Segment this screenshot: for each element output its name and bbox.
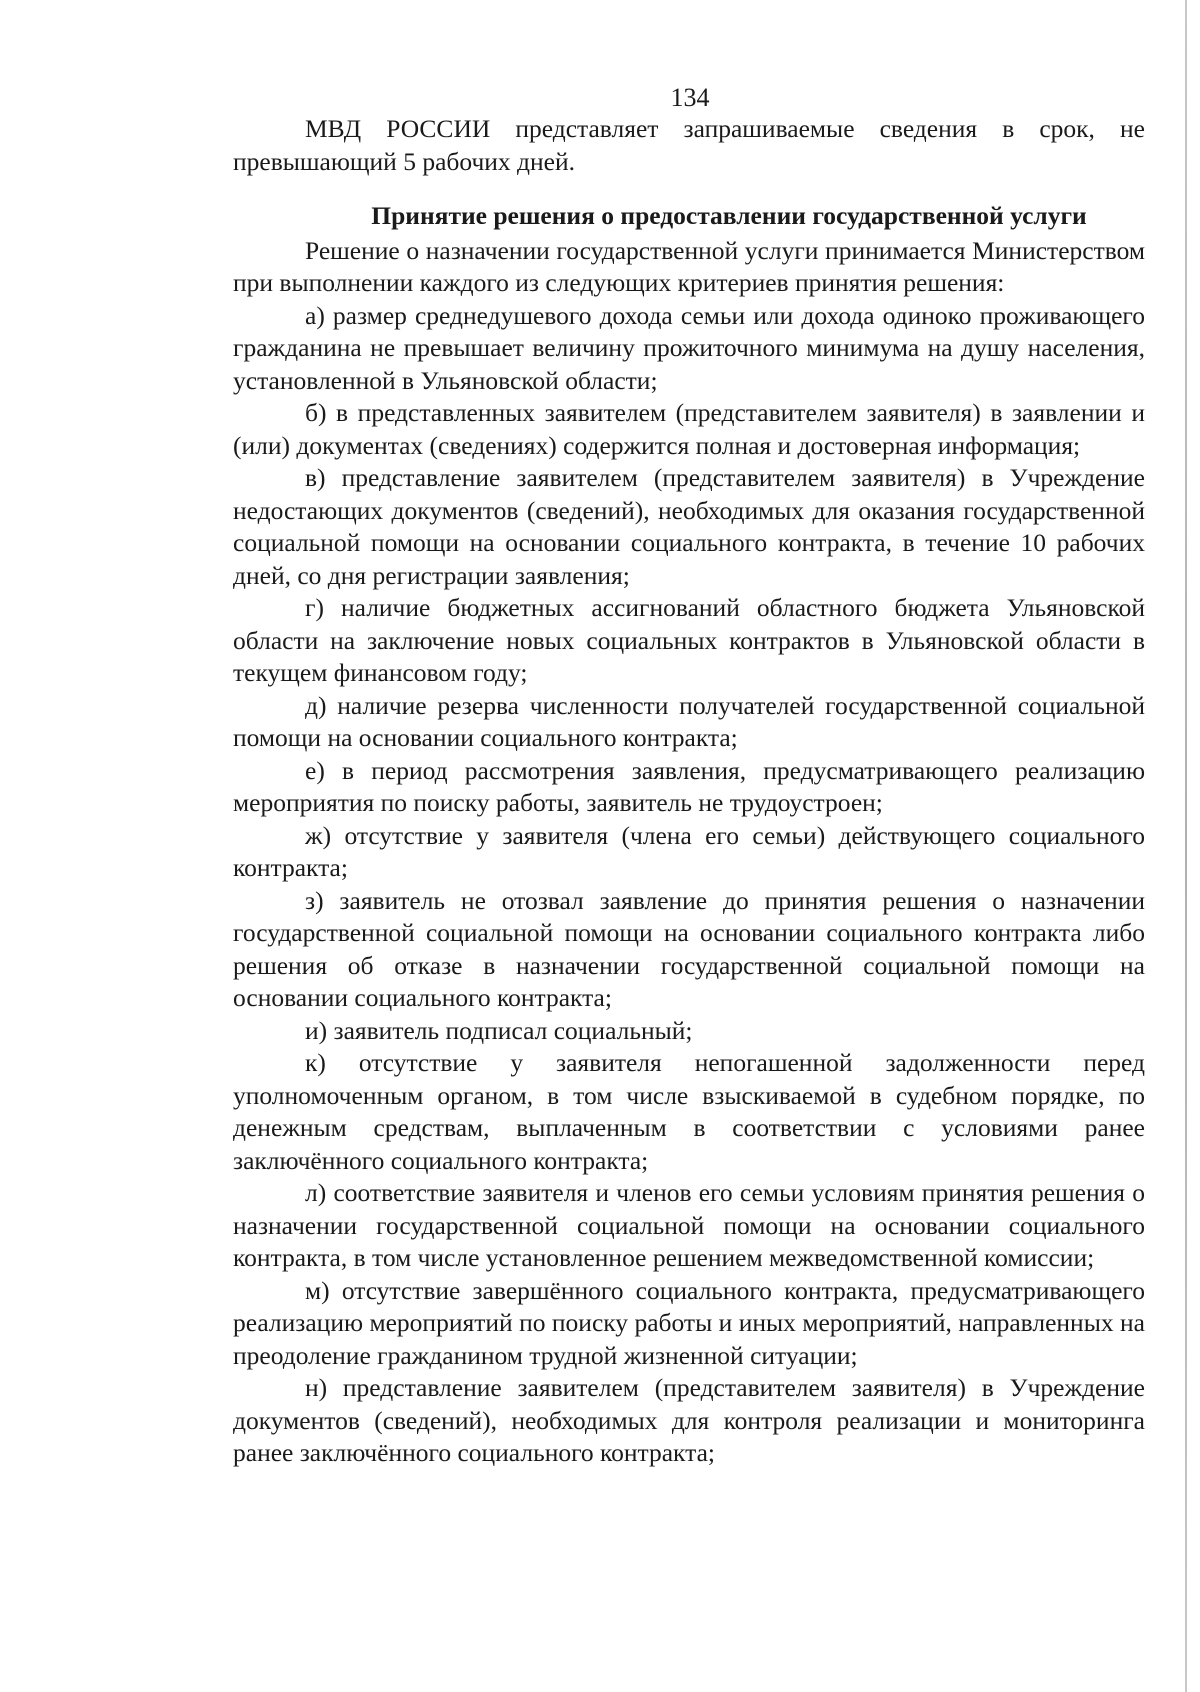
- criterion-item-k: к) отсутствие у заявителя непогашенной задолженности перед уполномоченным органом, в том числе взыскиваемой в судебном порядке, по денежным средствам, выплаченным в соответствии с условиями ранее заключённого социального контракта;: [233, 1048, 1145, 1175]
- criterion-item-g: г) наличие бюджетных ассигнований областного бюджета Ульяновской области на заключение новых социальных контрактов в Ульяновской области в текущем финансовом году;: [233, 593, 1145, 687]
- page-number: 134: [670, 83, 710, 112]
- scan-edge-line: [1185, 0, 1187, 1692]
- criterion-item-e: е) в период рассмотрения заявления, предусматривающего реализацию мероприятия по поиску работы, заявитель не трудоустроен;: [233, 755, 1145, 817]
- section-heading: Принятие решения о предоставлении государственной услуги: [371, 201, 1087, 230]
- criterion-item-i: и) заявитель подписал социальный;: [305, 1015, 693, 1045]
- lead-paragraph: Решение о назначении государственной услуги принимается Министерством при выполнении каждого из следующих критериев принятия решения:: [233, 235, 1145, 297]
- document-body: [233, 113, 1145, 1470]
- intro-paragraph: МВД РОССИИ представляет запрашиваемые сведения в срок, не превышающий 5 рабочих дней.: [233, 114, 1145, 176]
- criterion-item-a: а) размер среднедушевого дохода семьи или дохода одиноко проживающего гражданина не превышает величину прожиточного минимума на душу населения, установленной в Ульяновской области;: [233, 300, 1145, 395]
- criterion-item-n: н) представление заявителем (представителем заявителя) в Учреждение документов (сведений), необходимых для контроля реализации и мониторинга ранее заключённого социального контракта;: [233, 1373, 1145, 1467]
- criterion-item-d: д) наличие резерва численности получателей государственной социальной помощи на основании социального контракта;: [233, 690, 1145, 752]
- criterion-item-m: м) отсутствие завершённого социального контракта, предусматривающего реализацию мероприятий по поиску работы и иных мероприятий, направленных на преодоление гражданином трудной жизненной ситуации;: [233, 1275, 1145, 1370]
- criterion-item-b: б) в представленных заявителем (представителем заявителя) в заявлении и (или) документах (сведениях) содержится полная и достоверная информация;: [233, 398, 1145, 460]
- criterion-item-z: з) заявитель не отозвал заявление до принятия решения о назначении государственной социальной помощи на основании социального контракта либо решения об отказе в назначении государственной социальной помощи на основании социального контракта;: [233, 885, 1145, 1012]
- criterion-item-v: в) представление заявителем (представителем заявителя) в Учреждение недостающих документов (сведений), необходимых для оказания государственной социальной помощи на основании социального контракта, в течение 10 рабочих дней, со дня регистрации заявления;: [233, 463, 1145, 590]
- criterion-item-zh: ж) отсутствие у заявителя (члена его семьи) действующего социального контракта;: [233, 820, 1145, 882]
- criterion-item-l: л) соответствие заявителя и членов его семьи условиям принятия решения о назначении государственной социальной помощи на основании социального контракта, в том числе установленное решением межведомственной комиссии;: [233, 1178, 1145, 1272]
